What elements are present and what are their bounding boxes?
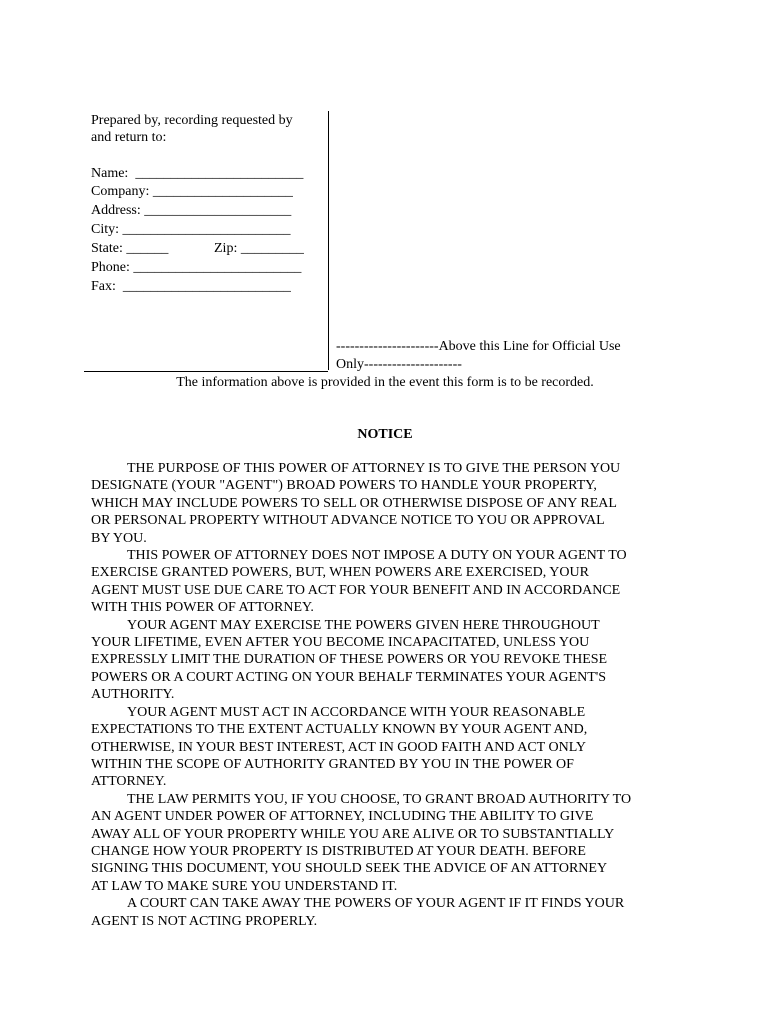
company-field xyxy=(91,183,293,200)
address-field xyxy=(91,202,291,219)
notice-paragraph xyxy=(91,617,691,704)
fax-blank: ________________________ xyxy=(122,279,291,294)
fax-field xyxy=(91,278,291,295)
vertical-divider xyxy=(328,111,329,370)
notice-line: THE LAW PERMITS YOU, IF YOU CHOOSE, TO GRANT BROAD AUTHORITY TO xyxy=(127,791,632,807)
notice-line: CHANGE HOW YOUR PROPERTY IS DISTRIBUTED AT YOUR DEATH. BEFORE xyxy=(91,843,586,859)
notice-line: THIS POWER OF ATTORNEY DOES NOT IMPOSE A DUTY ON YOUR AGENT TO xyxy=(127,548,627,564)
notice-paragraph xyxy=(91,547,691,617)
phone-field xyxy=(91,259,301,276)
notice-line: WITH THIS POWER OF ATTORNEY. xyxy=(91,600,314,616)
name-label: Name: xyxy=(91,166,129,181)
notice-line: SIGNING THIS DOCUMENT, YOU SHOULD SEEK THE ADVICE OF AN ATTORNEY xyxy=(91,861,608,877)
notice-line: AGENT MUST USE DUE CARE TO ACT FOR YOUR BENEFIT AND IN ACCORDANCE xyxy=(91,582,621,598)
notice-line: ATTORNEY. xyxy=(91,774,167,790)
phone-label: Phone: xyxy=(91,260,130,275)
state-blank: ______ xyxy=(126,241,169,256)
notice-line: OTHERWISE, IN YOUR BEST INTEREST, ACT IN GOOD FAITH AND ACT ONLY xyxy=(91,739,586,755)
state-label: State: xyxy=(91,241,123,256)
zip-blank: _________ xyxy=(240,241,304,256)
zip-field xyxy=(214,240,304,257)
notice-paragraph xyxy=(91,704,691,791)
notice-line: DESIGNATE (YOUR "AGENT") BROAD POWERS TO HANDLE YOUR PROPERTY, xyxy=(91,478,597,494)
notice-line: BY YOU. xyxy=(91,530,147,546)
notice-line: EXPECTATIONS TO THE EXTENT ACTUALLY KNOWN BY YOUR AGENT AND, xyxy=(91,722,588,738)
notice-line: YOUR AGENT MUST ACT IN ACCORDANCE WITH YOUR REASONABLE xyxy=(127,704,586,720)
company-label: Company: xyxy=(91,184,150,199)
official-use-line-1: ----------------------Above this Line for Official Use xyxy=(336,339,621,354)
city-field xyxy=(91,221,291,238)
notice-line: AWAY ALL OF YOUR PROPERTY WHILE YOU ARE ALIVE OR TO SUBSTANTIALLY xyxy=(91,826,615,842)
notice-line: AGENT IS NOT ACTING PROPERLY. xyxy=(91,913,318,929)
zip-label: Zip: xyxy=(214,241,238,256)
notice-line: POWERS OR A COURT ACTING ON YOUR BEHALF TERMINATES YOUR AGENT'S xyxy=(91,669,607,685)
recorded-info: The information above is provided in the event this form is to be recorded. xyxy=(176,375,594,390)
notice-line: AUTHORITY. xyxy=(91,687,175,703)
notice-line: WITHIN THE SCOPE OF AUTHORITY GRANTED BY YOU IN THE POWER OF xyxy=(91,756,574,772)
notice-line: YOUR AGENT MAY EXERCISE THE POWERS GIVEN HERE THROUGHOUT xyxy=(127,617,600,633)
notice-paragraph xyxy=(91,791,691,895)
prepared-by-line-2: and return to: xyxy=(91,130,167,145)
state-field xyxy=(91,240,168,257)
notice-line: THE PURPOSE OF THIS POWER OF ATTORNEY IS TO GIVE THE PERSON YOU xyxy=(127,461,621,476)
notice-line: YOUR LIFETIME, EVEN AFTER YOU BECOME INCAPACITATED, UNLESS YOU xyxy=(91,635,590,651)
notice-paragraph xyxy=(91,460,691,547)
city-label: City: xyxy=(91,222,120,237)
official-use-line-2: Only--------------------- xyxy=(336,357,462,372)
address-blank: _____________________ xyxy=(144,203,292,218)
city-blank: ________________________ xyxy=(122,222,291,237)
notice-line: OR PERSONAL PROPERTY WITHOUT ADVANCE NOTICE TO YOU OR APPROVAL xyxy=(91,513,605,529)
company-blank: ____________________ xyxy=(152,184,293,199)
notice-title: NOTICE xyxy=(357,427,413,442)
fax-label: Fax: xyxy=(91,279,116,294)
phone-blank: ________________________ xyxy=(133,260,302,275)
notice-line: EXPRESSLY LIMIT THE DURATION OF THESE POWERS OR YOU REVOKE THESE xyxy=(91,652,608,668)
notice-paragraph xyxy=(91,895,691,930)
name-field xyxy=(91,165,303,182)
notice-body xyxy=(91,460,691,930)
notice-line: A COURT CAN TAKE AWAY THE POWERS OF YOUR AGENT IF IT FINDS YOUR xyxy=(127,896,625,912)
notice-line: EXERCISE GRANTED POWERS, BUT, WHEN POWERS ARE EXERCISED, YOUR xyxy=(91,565,589,581)
notice-line: AN AGENT UNDER POWER OF ATTORNEY, INCLUDING THE ABILITY TO GIVE xyxy=(91,809,594,825)
notice-line: WHICH MAY INCLUDE POWERS TO SELL OR OTHERWISE DISPOSE OF ANY REAL xyxy=(91,495,617,511)
address-label: Address: xyxy=(91,203,141,218)
notice-line: AT LAW TO MAKE SURE YOU UNDERSTAND IT. xyxy=(91,878,398,894)
prepared-by-line-1: Prepared by, recording requested by xyxy=(91,113,293,128)
horizontal-divider xyxy=(84,371,328,372)
name-blank: ________________________ xyxy=(135,166,304,181)
